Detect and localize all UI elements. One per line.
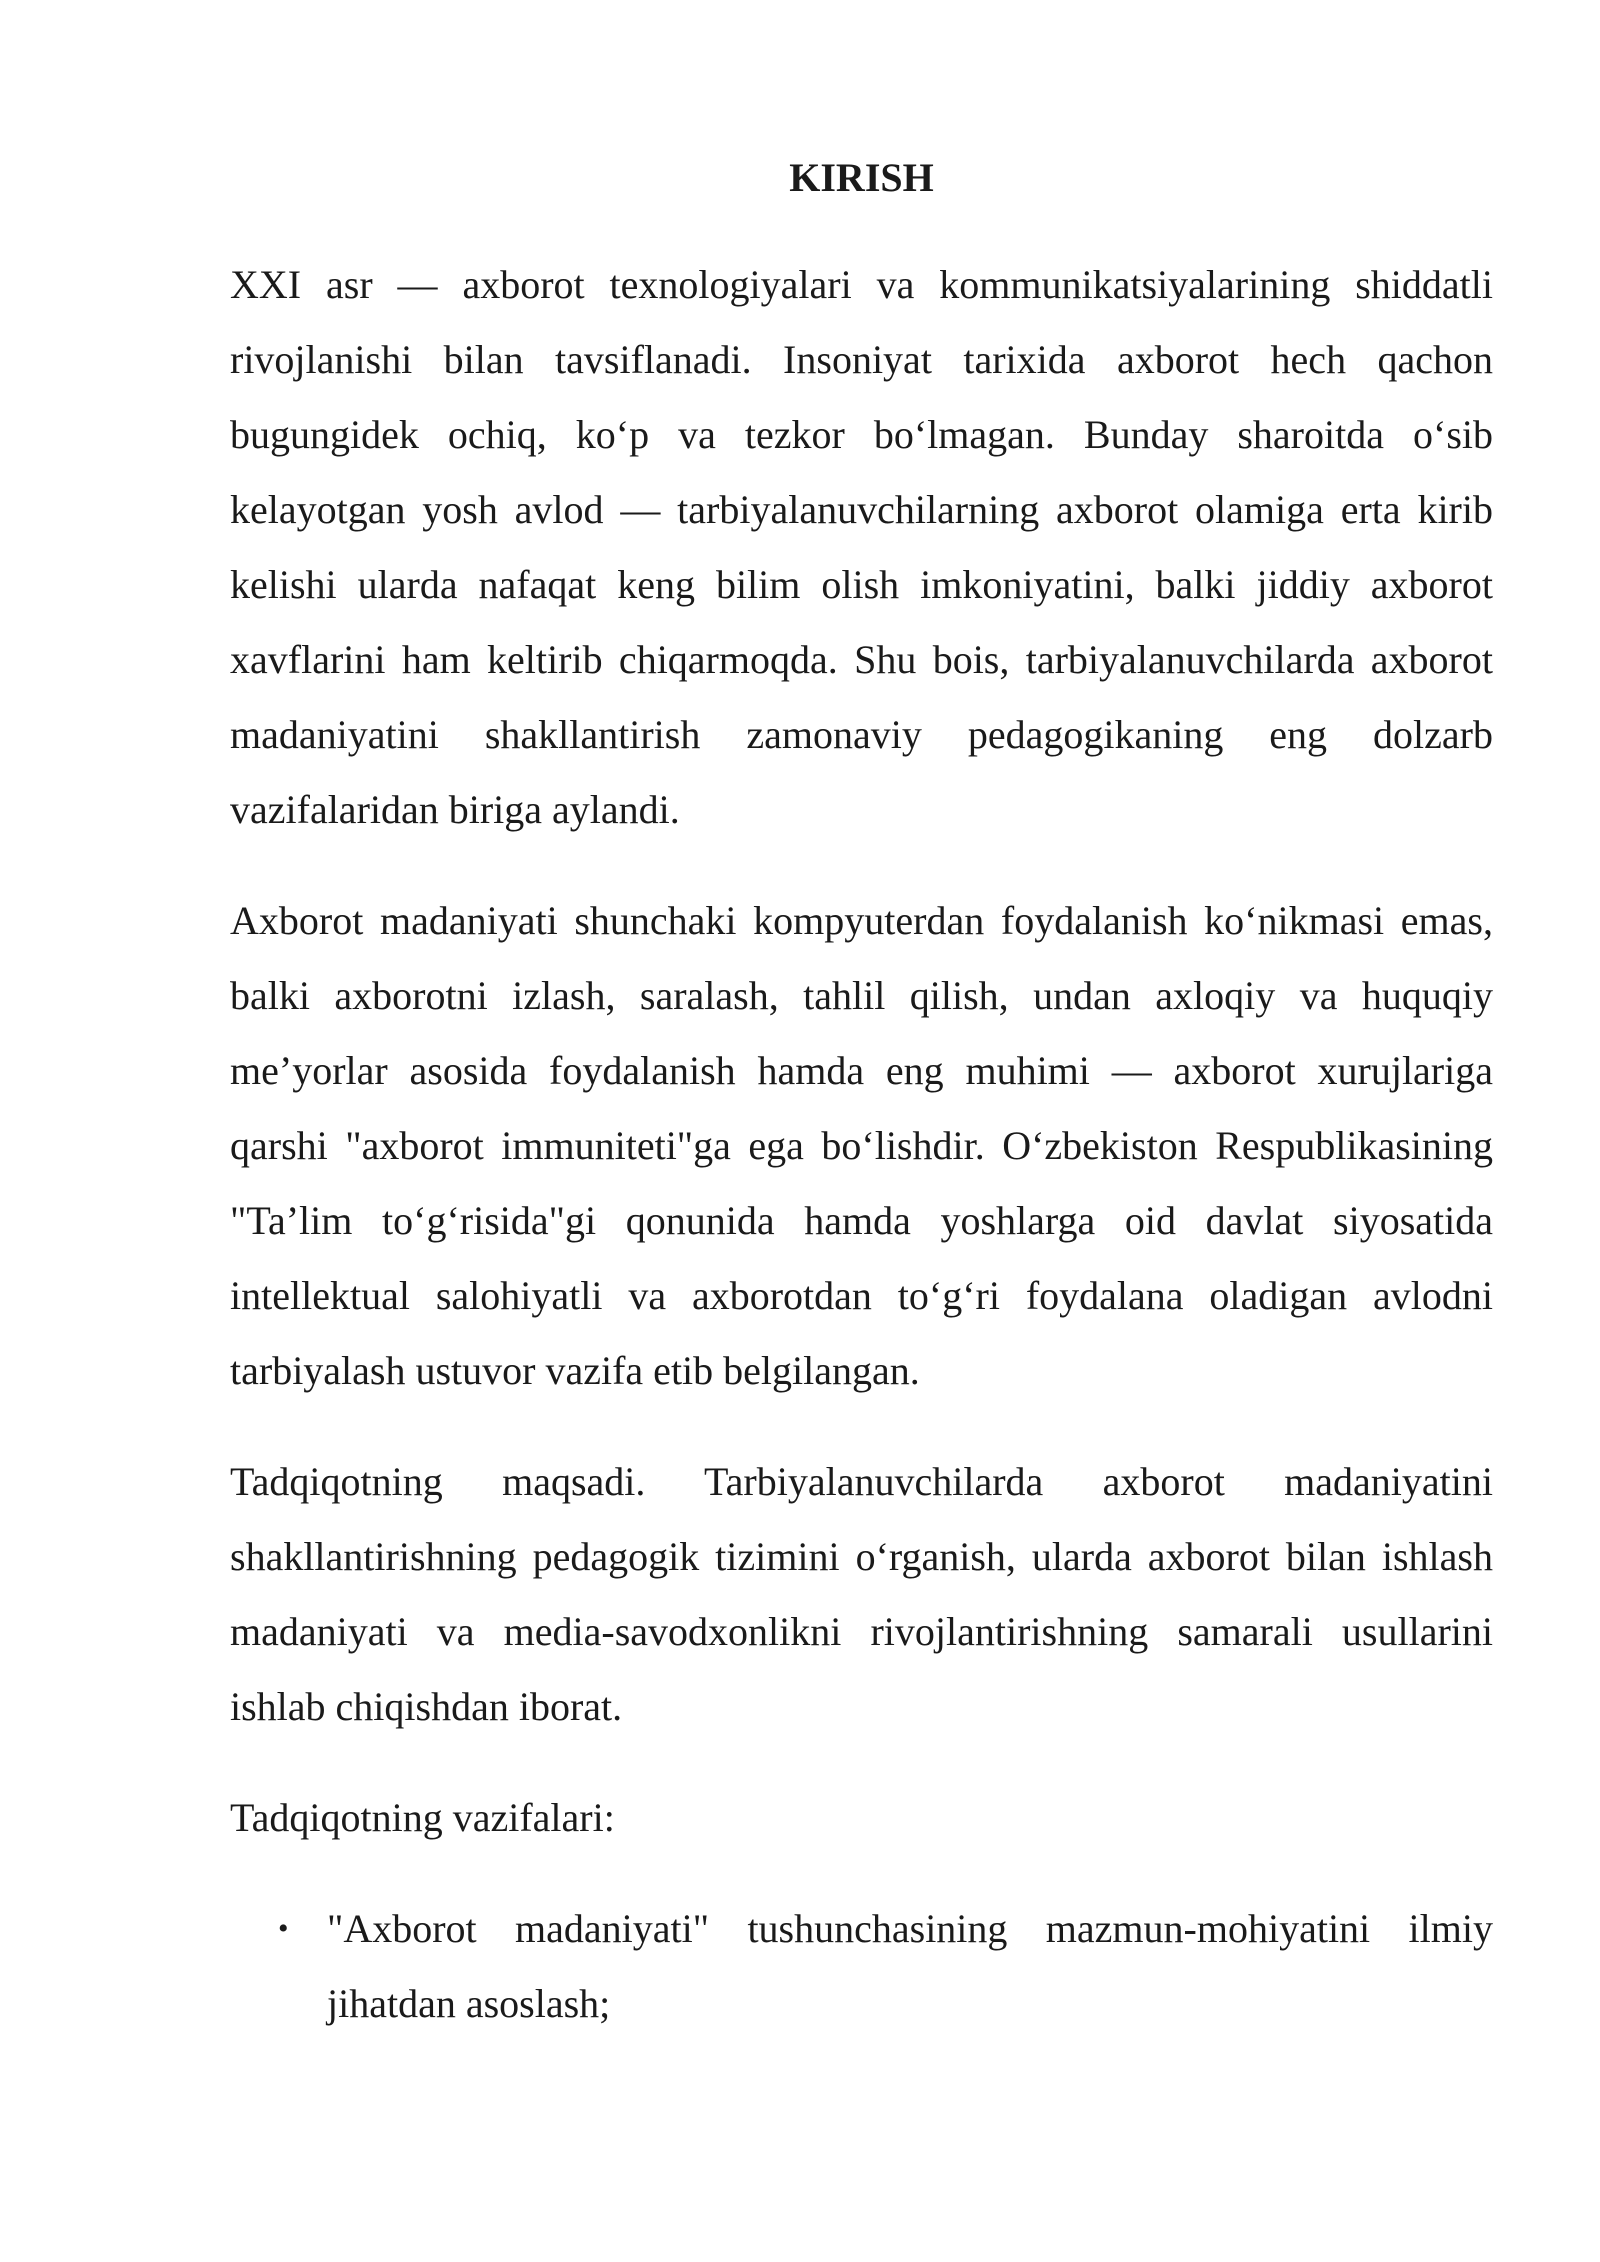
task-text: "Axborot madaniyati" tushunchasining mazmun-mohiyatini ilmiy jihatdan asoslash;: [327, 1906, 1493, 2026]
research-tasks-list: [230, 1891, 1493, 2041]
document-body: [230, 140, 1493, 2041]
information-culture-paragraph: Axborot madaniyati shunchaki kompyuterdan foydalanish ko‘nikmasi emas, balki axborotni izlash, saralash, tahlil qilish, undan axloqiy va huquqiy me’yorlar asosida foydalanish hamda eng muhimi — axborot xurujlariga qarshi "axborot immuniteti"ga ega bo‘lishdir. O‘zbekiston Respublikasining "Ta’lim to‘g‘risida"gi qonunida hamda yoshlarga oid davlat siyosatida intellektual salohiyatli va axborotdan to‘g‘ri foydalana oladigan avlodni tarbiyalash ustuvor vazifa etib belgilangan.: [230, 898, 1493, 1393]
research-goal-paragraph: Tadqiqotning maqsadi. Tarbiyalanuvchilarda axborot madaniyatini shakllantirishning pedagogik tizimini o‘rganish, ularda axborot bilan ishlash madaniyati va media-savodxonlikni rivojlantirishning samarali usullarini ishlab chiqishdan iborat.: [230, 1459, 1493, 1729]
document-title: KIRISH: [789, 155, 934, 200]
intro-paragraph: XXI asr — axborot texnologiyalari va kommunikatsiyalarining shiddatli rivojlanishi bilan tavsiflanadi. Insoniyat tarixida axborot hech qachon bugungidek ochiq, ko‘p va tezkor bo‘lmagan. Bunday sharoitda o‘sib kelayotgan yosh avlod — tarbiyalanuvchilarning axborot olamiga erta kirib kelishi ularda nafaqat keng bilim olish imkoniyatini, balki jiddiy axborot xavflarini ham keltirib chiqarmoqda. Shu bois, tarbiyalanuvchilarda axborot madaniyatini shakllantirish zamonaviy pedagogikaning eng dolzarb vazifalaridan biriga aylandi.: [230, 262, 1493, 832]
research-tasks-heading: Tadqiqotning vazifalari:: [230, 1795, 615, 1840]
bullet-icon: •: [278, 1912, 289, 1945]
list-item: [230, 1891, 1493, 2041]
